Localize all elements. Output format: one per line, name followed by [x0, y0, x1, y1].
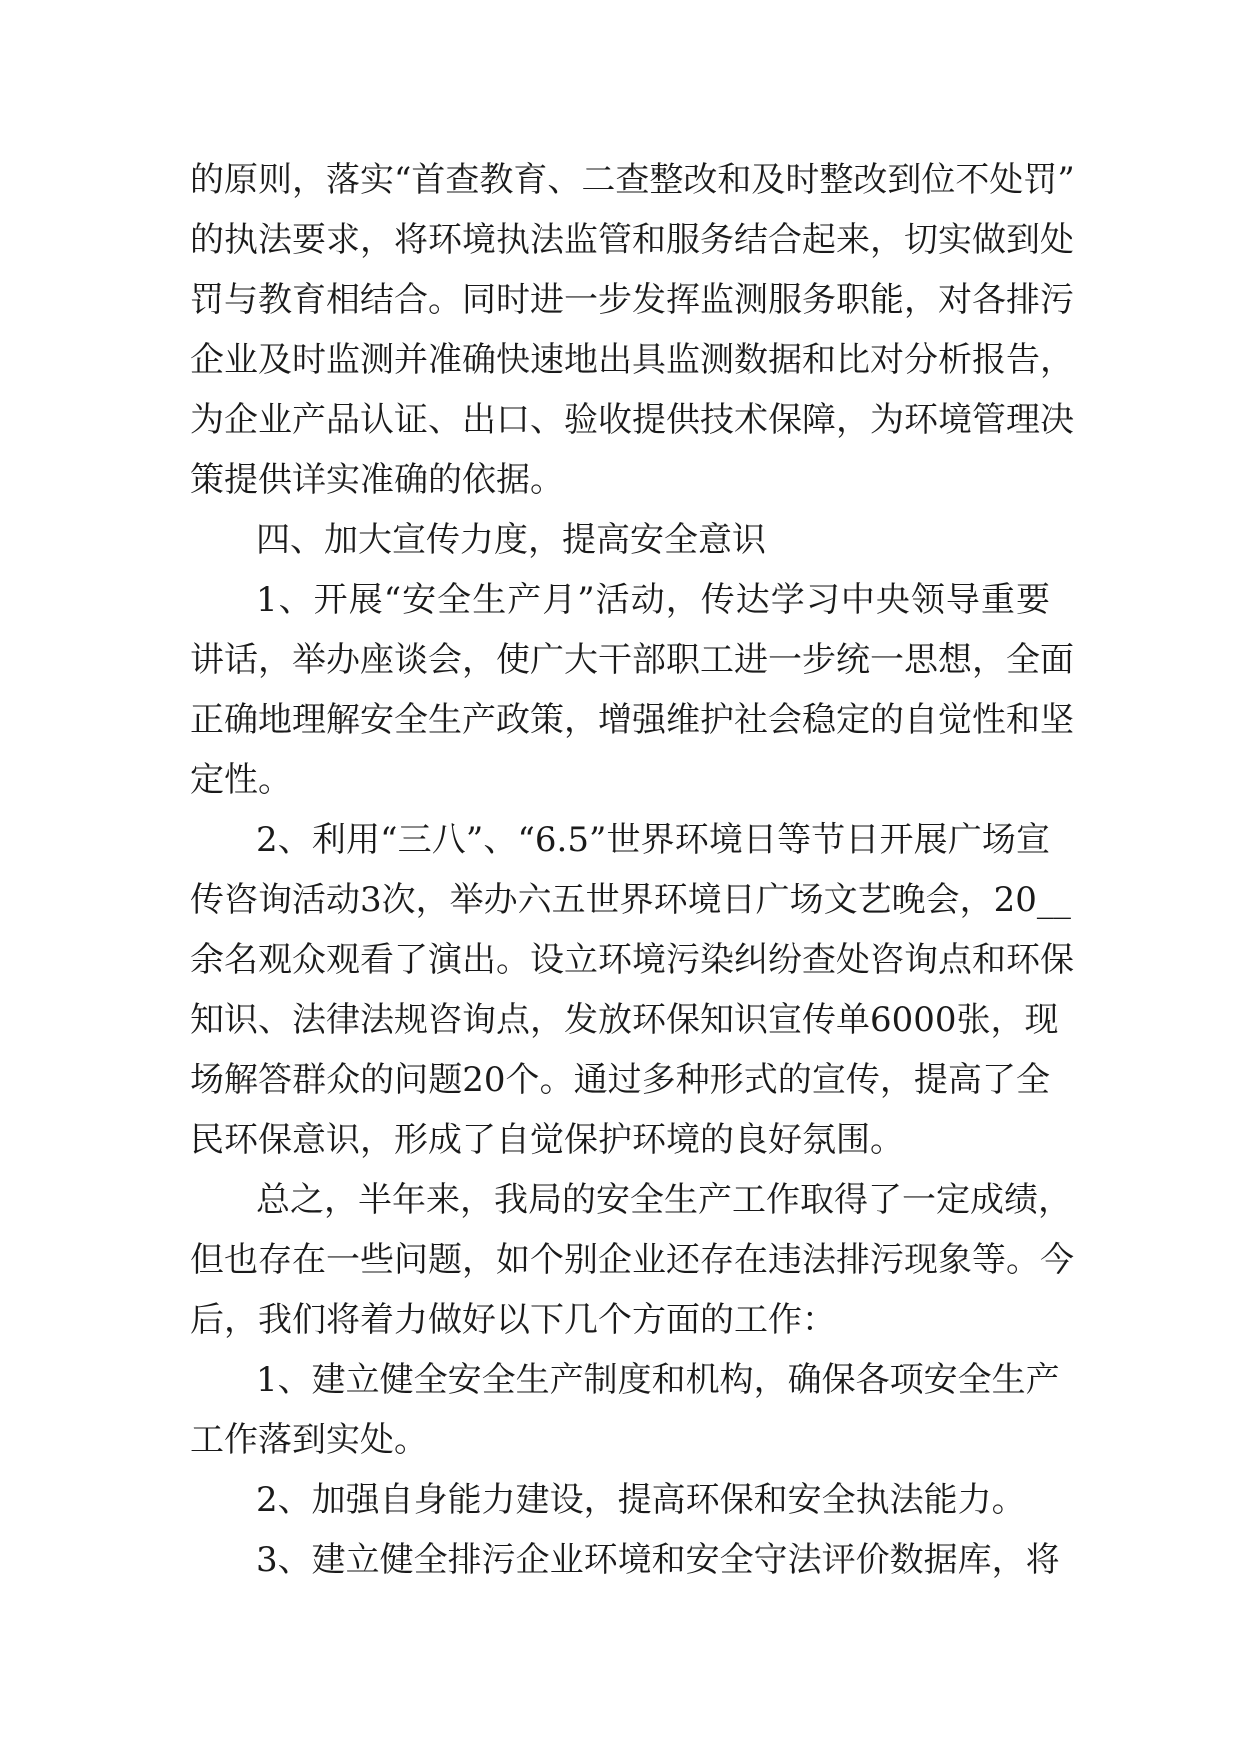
paragraph-line: 后，我们将着力做好以下几个方面的工作： [190, 1300, 836, 1340]
paragraph-line: 正确地理解安全生产政策，增强维护社会稳定的自觉性和坚 [190, 700, 1074, 740]
paragraph-line: 但也存在一些问题，如个别企业还存在违法排污现象等。今 [190, 1240, 1074, 1280]
section-heading: 四、加大宣传力度，提高安全意识 [256, 520, 766, 560]
paragraph-line: 1、建立健全安全生产制度和机构，确保各项安全生产 [256, 1360, 1060, 1400]
paragraph-line: 讲话，举办座谈会，使广大干部职工进一步统一思想，全面 [190, 640, 1074, 680]
paragraph-line: 余名观众观看了演出。设立环境污染纠纷查处咨询点和环保 [190, 940, 1074, 980]
paragraph-line: 传咨询活动3次，举办六五世界环境日广场文艺晚会，20__ [190, 880, 1071, 920]
paragraph-line: 2、加强自身能力建设，提高环保和安全执法能力。 [256, 1480, 1026, 1520]
paragraph-line: 民环保意识，形成了自觉保护环境的良好氛围。 [190, 1120, 904, 1160]
document-page [190, 150, 1075, 1590]
paragraph-line: 2、利用“三八”、“6.5”世界环境日等节日开展广场宣 [256, 820, 1050, 860]
paragraph-line: 企业及时监测并准确快速地出具监测数据和比对分析报告， [190, 340, 1074, 380]
paragraph-line: 场解答群众的问题20个。通过多种形式的宣传，提高了全 [190, 1060, 1050, 1100]
paragraph-line: 工作落到实处。 [190, 1420, 428, 1460]
paragraph-line: 的原则，落实“首查教育、二查整改和及时整改到位不处罚” [190, 160, 1075, 200]
paragraph-line: 策提供详实准确的依据。 [190, 460, 564, 500]
paragraph-line: 3、建立健全排污企业环境和安全守法评价数据库，将 [256, 1540, 1060, 1580]
paragraph-line: 为企业产品认证、出口、验收提供技术保障，为环境管理决 [190, 400, 1074, 440]
paragraph-line: 罚与教育相结合。同时进一步发挥监测服务职能，对各排污 [190, 280, 1074, 320]
paragraph-line: 知识、法律法规咨询点，发放环保知识宣传单6000张，现 [190, 1000, 1059, 1040]
paragraph-line: 总之，半年来，我局的安全生产工作取得了一定成绩， [256, 1180, 1072, 1220]
paragraph-line: 的执法要求，将环境执法监管和服务结合起来，切实做到处 [190, 220, 1074, 260]
paragraph-line: 定性。 [190, 760, 292, 800]
paragraph-line: 1、开展“安全生产月”活动，传达学习中央领导重要 [256, 580, 1050, 620]
